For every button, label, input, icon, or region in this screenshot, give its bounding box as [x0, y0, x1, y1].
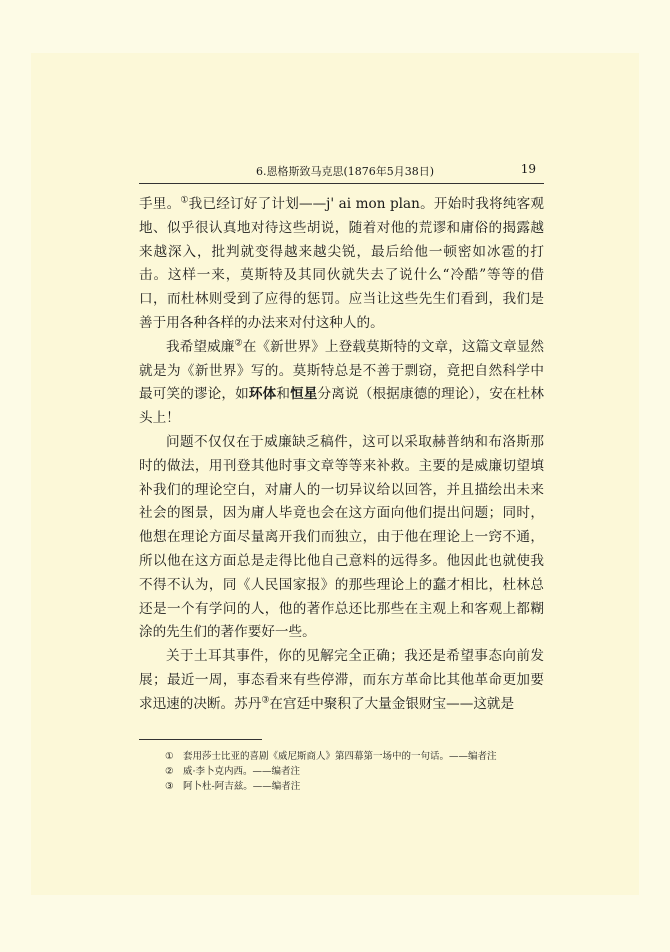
paragraph: [139, 193, 544, 336]
running-title: 6.恩格斯致马克思(1876年5月38日): [256, 165, 435, 178]
paragraph-text: [139, 196, 544, 331]
text-run: 在宫廷中聚积了大量金银财宝——这就是: [269, 695, 515, 712]
page-number: 19: [520, 162, 536, 176]
footnote-ref: ③: [261, 695, 270, 706]
footnote-ref: ①: [180, 195, 189, 206]
text-run: 分离说（根据康德的理论），安在杜林头上！: [139, 386, 545, 427]
text-run: 在《新世界》上登载莫斯特的文章，这篇文章显然就是为《新世界》写的。莫斯特总是不善于剽窃，竟把自然科学中最可笑的谬论，如: [139, 338, 545, 403]
paragraph-text: [139, 434, 544, 640]
body-text: [139, 193, 544, 717]
footnote-rule: [139, 739, 262, 740]
footnote-ref: ②: [234, 338, 243, 349]
footnote-text: 威·李卜克内西。——编者注: [183, 766, 301, 777]
emphasis-term: 环体: [248, 386, 277, 403]
paragraph: [139, 431, 544, 645]
footnote: [165, 749, 545, 764]
text-run: 问题不仅仅在于威廉缺乏稿件，这可以采取赫普纳和布洛斯那时的做法，用刊登其他时事文章等等来补救。主要的是威廉切望填补我们的理论空白，对庸人的一切异议给以回答，并且描绘出未来社会的图景，因为庸人毕竟也会在这方面向他们提出问题；同时，他想在理论方面尽量离开我们而独立，由于他在理论上一窍不通，所以他在这方面总是走得比他自己意料的远得多。他因此也就使我不得不认为，同《人民国家报》的那些理论上的蠢才相比，杜林总还是一个有学问的人，他的著作总还比那些在主观上和客观上都糊涂的先生们的著作要好一些。: [139, 433, 544, 641]
footnote: [165, 764, 545, 779]
text-run: 我已经订好了计划——j' ai mon plan。开始时我将纯客观地、似乎很认真地对待这些胡说，随着对他的荒谬和庸俗的揭露越来越深入，批判就变得越来越尖锐，最后给他一顿密如冰雹的打击。这样一来，莫斯特及其同伙就失去了说什么“冷酷”等等的借口，而杜林则受到了应得的惩罚。应当让这些先生们看到，我们是善于用各种各样的办法来对付这种人的。: [139, 196, 544, 331]
footnotes: [165, 749, 545, 794]
paragraph: [139, 336, 544, 431]
paragraph: [139, 645, 544, 716]
footnote-number: ②: [165, 766, 174, 777]
footnote-text: 阿卜杜-阿吉兹。——编者注: [183, 781, 301, 792]
text-run: 我希望威廉: [166, 338, 235, 355]
footnote-number: ③: [165, 781, 174, 792]
paragraph-text: [139, 339, 544, 426]
running-header: [139, 159, 544, 184]
footnote-number: ①: [165, 751, 174, 762]
text-run: 手里。: [139, 196, 181, 212]
emphasis-term: 恒星: [290, 386, 318, 403]
text-run: 关于土耳其事件，你的见解完全正确；我还是希望事态向前发展；最近一周，事态看来有些停滞，而东方革命比其他革命更加要求迅速的决断。苏丹: [139, 648, 544, 712]
footnote: [165, 779, 545, 794]
footnote-text: 套用莎士比亚的喜剧《威尼斯商人》第四幕第一场中的一句话。——编者注: [183, 751, 497, 762]
text-run: 和: [276, 386, 291, 403]
paragraph-text: [139, 648, 544, 712]
